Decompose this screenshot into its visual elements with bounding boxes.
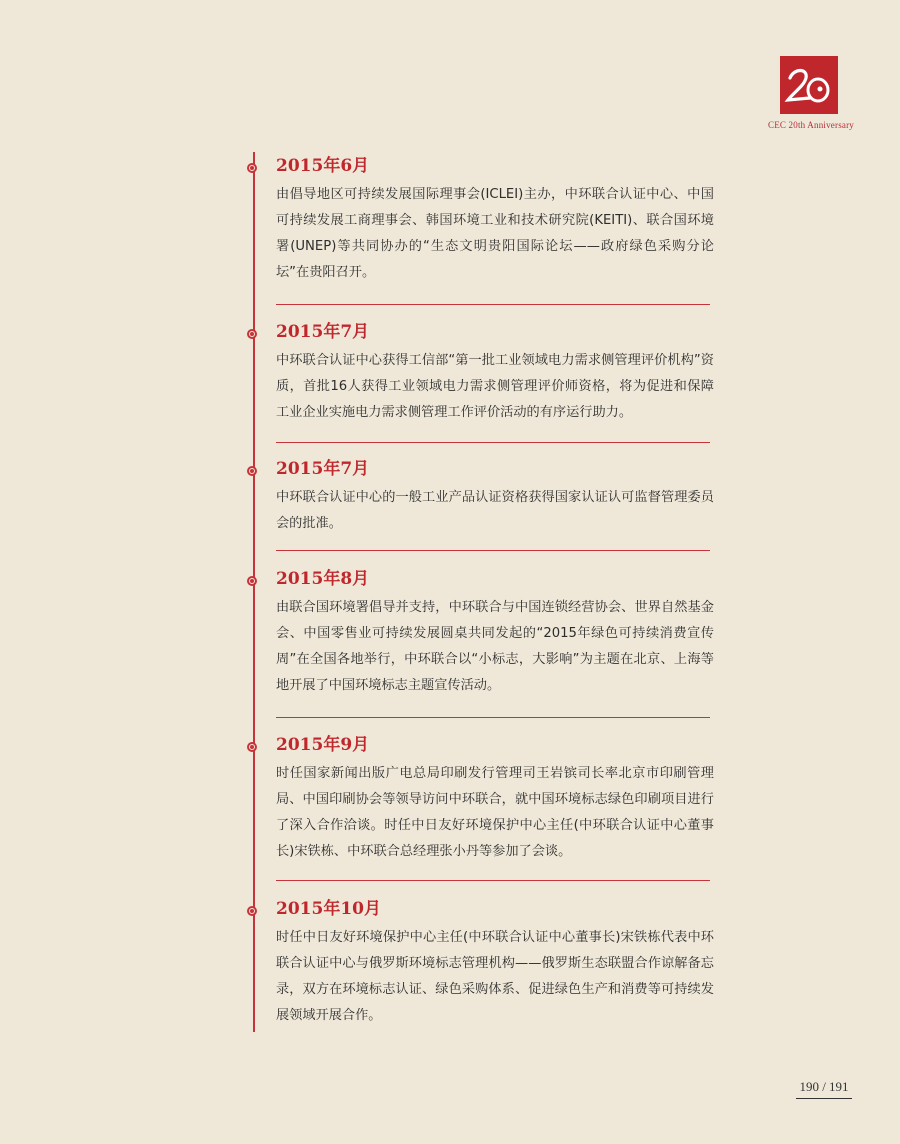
- entry-text: 由联合国环境署倡导并支持，中环联合与中国连锁经营协会、世界自然基金会、中国零售业可持续发展圆桌共同发起的“2015年绿色可持续消费宣传周”在全国各地举行，中环联合以“小标志，大影响”为主题在北京、上海等地开展了中国环境标志主题宣传活动。: [276, 600, 714, 693]
- entry-divider: [276, 880, 710, 881]
- page-number: 190 / 191: [796, 1079, 852, 1099]
- anniversary-logo: [780, 56, 838, 114]
- entry-divider: [276, 717, 710, 718]
- entry-date: 2015年6月: [276, 156, 370, 176]
- entry-date: 2015年7月: [276, 459, 370, 479]
- entry-text: 时任国家新闻出版广电总局印刷发行管理司王岩镔司长率北京市印刷管理局、中国印刷协会等领导访问中环联合，就中国环境标志绿色印刷项目进行了深入合作洽谈。时任中日友好环境保护中心主任(中环联合认证中心董事长)宋铁栋、中环联合总经理张小丹等参加了会谈。: [276, 766, 714, 859]
- timeline-entry: [276, 567, 714, 699]
- entry-date: 2015年10月: [276, 899, 381, 919]
- timeline-dot-icon: [247, 163, 257, 173]
- timeline-dot-icon: [247, 742, 257, 752]
- timeline-entry: [276, 154, 714, 286]
- entry-date: 2015年9月: [276, 735, 370, 755]
- entry-divider: [276, 304, 710, 305]
- timeline-dot-icon: [247, 576, 257, 586]
- entry-divider: [276, 442, 710, 443]
- entry-text: 中环联合认证中心的一般工业产品认证资格获得国家认证认可监督管理委员会的批准。: [276, 490, 714, 531]
- timeline-dot-icon: [247, 466, 257, 476]
- timeline-entry: [276, 320, 714, 426]
- logo-caption: CEC 20th Anniversary: [768, 120, 854, 130]
- logo-20-icon: [780, 56, 838, 114]
- timeline-dot-icon: [247, 329, 257, 339]
- timeline-entry: [276, 897, 714, 1029]
- entry-date: 2015年8月: [276, 569, 370, 589]
- timeline-entry: [276, 457, 714, 537]
- entry-divider: [276, 550, 710, 551]
- entry-text: 由倡导地区可持续发展国际理事会(ICLEI)主办，中环联合认证中心、中国可持续发展工商理事会、韩国环境工业和技术研究院(KEITI)、联合国环境署(UNEP)等共同协办的“生态文明贵阳国际论坛——政府绿色采购分论坛”在贵阳召开。: [276, 187, 714, 280]
- timeline-dot-icon: [247, 906, 257, 916]
- entry-text: 时任中日友好环境保护中心主任(中环联合认证中心董事长)宋铁栋代表中环联合认证中心与俄罗斯环境标志管理机构——俄罗斯生态联盟合作谅解备忘录，双方在环境标志认证、绿色采购体系、促进绿色生产和消费等可持续发展领域开展合作。: [276, 930, 714, 1023]
- timeline-entry: [276, 733, 714, 865]
- entry-date: 2015年7月: [276, 322, 370, 342]
- timeline-line: [253, 152, 255, 1032]
- entry-text: 中环联合认证中心获得工信部“第一批工业领域电力需求侧管理评价机构”资质，首批16人获得工业领域电力需求侧管理评价师资格，将为促进和保障工业企业实施电力需求侧管理工作评价活动的有序运行助力。: [276, 353, 714, 420]
